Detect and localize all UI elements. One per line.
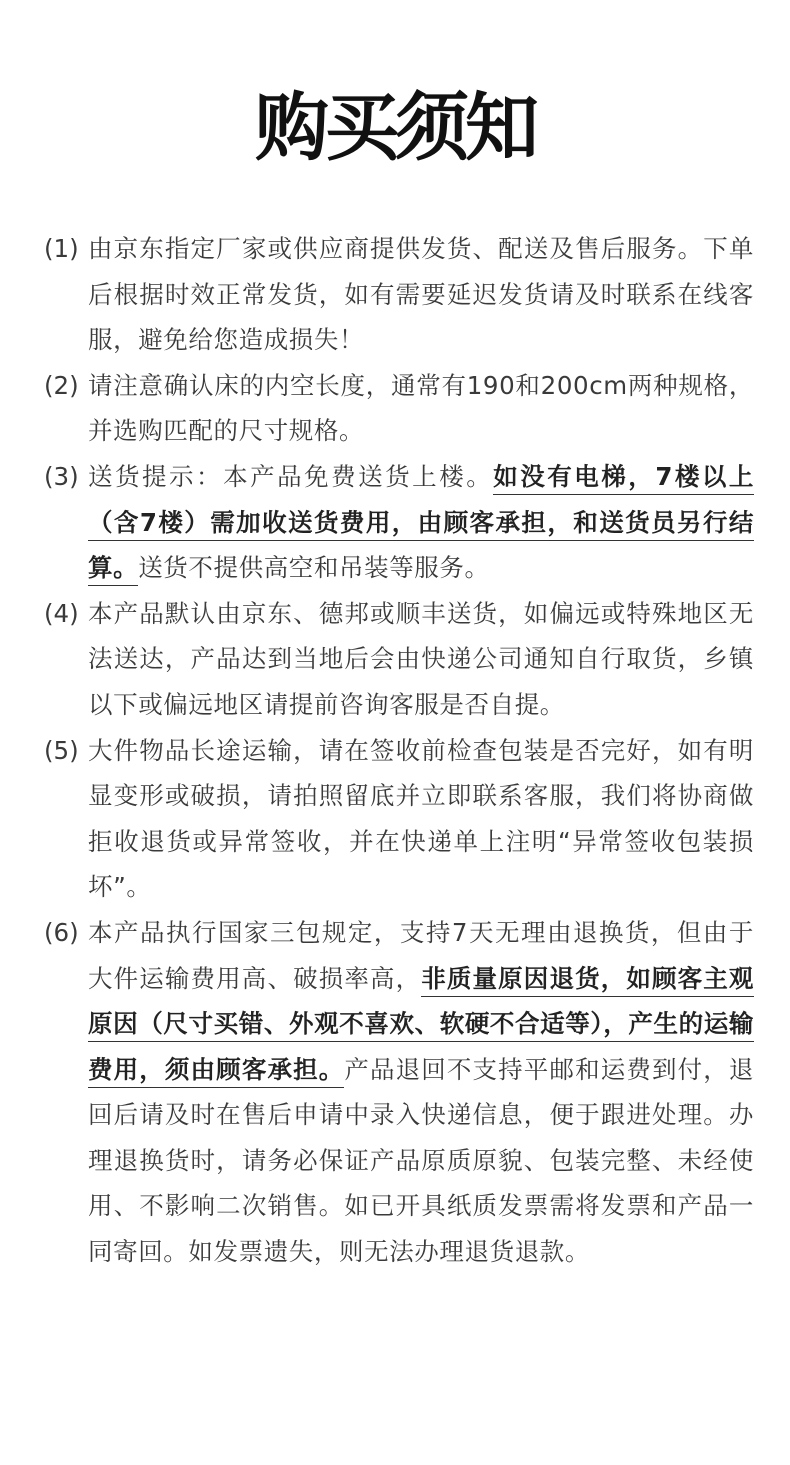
notice-text-segment: 本产品默认由京东、德邦或顺丰送货，如偏远或特殊地区无法送达，产品达到当地后会由快递公司通知自行取货，乡镇以下或偏远地区请提前咨询客服是否自提。: [88, 598, 754, 719]
notice-text-segment: 大件物品长途运输，请在签收前检查包装是否完好，如有明显变形或破损，请拍照留底并立即联系客服，我们将协商做拒收退货或异常签收，并在快递单上注明“异常签收包装损坏”。: [88, 735, 754, 902]
notice-number: (3): [44, 461, 79, 491]
notice-text-segment: 送货不提供高空和吊装等服务。: [138, 553, 490, 583]
notice-item-3: [44, 454, 754, 591]
notice-text-segment: 由京东指定厂家或供应商提供发货、配送及售后服务。下单后根据时效正常发货，如有需要延迟发货请及时联系在线客服，避免给您造成损失！: [88, 234, 754, 355]
notice-text: [88, 910, 754, 1275]
underlined-emphasis: 如没有电梯，7楼以上（含7楼）需加收送货费用，由顾客承担，和送货员另行结算。: [88, 462, 754, 586]
notice-text-segment: 送货提示：本产品免费送货上楼。: [88, 461, 494, 491]
notice-number: (6): [44, 917, 79, 947]
notice-item-1: [44, 226, 754, 363]
underlined-emphasis: 非质量原因退货，如顾客主观原因（尺寸买错、外观不喜欢、软硬不合适等），产生的运输费用，须由顾客承担。: [88, 964, 754, 1088]
notice-text: [88, 728, 754, 910]
notice-number: (4): [44, 598, 79, 628]
notice-text: [88, 363, 754, 454]
notice-item-2: [44, 363, 754, 454]
notice-number: (2): [44, 370, 79, 400]
notice-text-segment: 请注意确认床的内空长度，通常有190和200cm两种规格，并选购匹配的尺寸规格。: [88, 370, 754, 446]
notice-item-4: [44, 591, 754, 728]
notice-text: [88, 226, 754, 363]
notice-item-5: [44, 728, 754, 910]
notice-list: [44, 226, 754, 1275]
notice-text-segment: 本产品执行国家三包规定，支持7天无理由退换货，但由于大件运输费用高、破损率高，: [88, 917, 754, 993]
notice-item-6: [44, 910, 754, 1275]
notice-text: [88, 454, 754, 591]
notice-number: (5): [44, 735, 79, 765]
notice-text: [88, 591, 754, 728]
notice-text-segment: 产品退回不支持平邮和运费到付，退回后请及时在售后申请中录入快递信息，便于跟进处理。办理退换货时，请务必保证产品原质原貌、包装完整、未经使用、不影响二次销售。如已开具纸质发票需将发票和产品一同寄回。如发票遗失，则无法办理退货退款。: [88, 1054, 754, 1267]
notice-number: (1): [44, 234, 79, 263]
page-title: 购买须知: [255, 85, 535, 171]
